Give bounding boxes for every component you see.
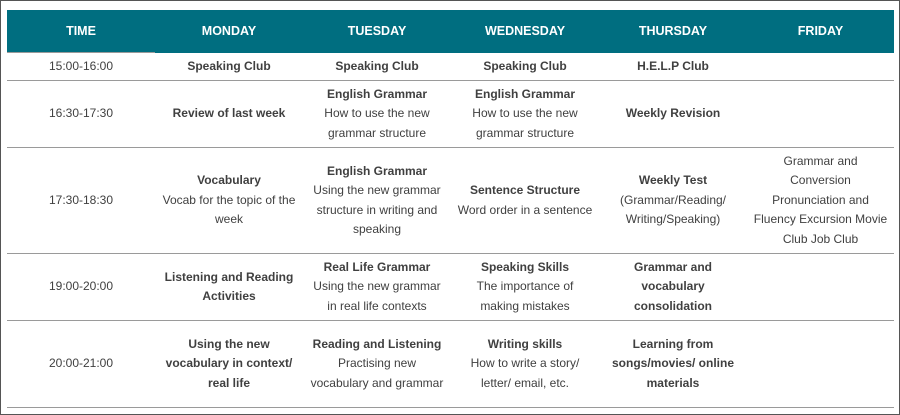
table-row [7,321,894,408]
session-title: Speaking Club [187,58,271,73]
time-slot: 19:00-20:00 [7,254,155,321]
session-description: Using the new grammar in real life contexts [313,279,441,313]
session-title: Sentence Structure [469,183,581,197]
session-cell [599,81,747,148]
session-title: Reading and Listening [312,336,442,351]
session-description: How to use the new grammar structure [472,106,578,140]
header-wednesday: WEDNESDAY [451,10,599,53]
session-cell [155,148,303,254]
session-cell [451,321,599,408]
session-cell [303,321,451,408]
header-monday: MONDAY [155,10,303,53]
header-row [7,10,894,53]
session-cell [747,81,894,148]
session-cell [599,53,747,81]
session-title: English Grammar [474,86,576,101]
session-description: (Grammar/Reading/ Writing/Speaking) [619,192,727,227]
table-row [7,148,894,254]
session-title: Using the new vocabulary in context/ real life [165,336,293,390]
session-description: Using the new grammar structure in writing and speaking [313,183,441,236]
session-cell [451,53,599,81]
session-description: How to write a story/ letter/ email, etc. [470,356,580,390]
session-cell [303,53,451,81]
session-title: Speaking Club [335,58,419,73]
session-cell [155,81,303,148]
session-title: Writing skills [487,336,563,351]
session-cell [303,81,451,148]
session-description: How to use the new grammar structure [324,106,430,140]
header-time: TIME [7,10,155,53]
session-cell [155,53,303,81]
session-title: Listening and Reading Activities [164,269,294,303]
session-cell [155,321,303,408]
session-cell [747,53,894,81]
session-description: Vocab for the topic of the week [162,192,296,227]
time-slot: 20:00-21:00 [7,321,155,408]
session-description: Grammar and Conversion Pronunciation and Fluency Excursion Movie Club Job Club [753,153,888,246]
session-cell [303,148,451,254]
session-cell [599,254,747,321]
session-cell [303,254,451,321]
session-cell [155,254,303,321]
table-row [7,81,894,148]
table-row [7,254,894,321]
session-title: Real Life Grammar [323,259,431,274]
session-cell [599,148,747,254]
header-thursday: THURSDAY [599,10,747,53]
session-description: Word order in a sentence [457,202,593,217]
session-cell [451,254,599,321]
time-slot: 16:30-17:30 [7,81,155,148]
session-cell [451,148,599,254]
session-title: Learning from songs/movies/ online materials [611,336,735,390]
time-slot: 15:00-16:00 [7,53,155,81]
session-cell [747,321,894,408]
session-title: Grammar and vocabulary consolidation [633,259,713,313]
session-title: Vocabulary [197,173,261,188]
time-slot: 17:30-18:30 [7,148,155,254]
session-description: Practising new vocabulary and grammar [310,356,444,390]
session-title: Review of last week [172,106,286,121]
session-cell [599,321,747,408]
session-description: The importance of making mistakes [476,279,574,313]
session-cell [747,254,894,321]
session-title: Speaking Club [483,58,567,73]
session-title: Weekly Test [638,173,708,188]
session-title: Weekly Revision [625,106,721,121]
table-row [7,53,894,81]
session-cell [451,81,599,148]
session-title: H.E.L.P Club [637,58,709,73]
session-cell [747,148,894,254]
session-title: English Grammar [326,86,428,101]
header-tuesday: TUESDAY [303,10,451,53]
header-friday: FRIDAY [747,10,894,53]
session-title: English Grammar [326,163,428,178]
weekly-timetable [7,10,894,408]
session-title: Speaking Skills [480,259,570,274]
